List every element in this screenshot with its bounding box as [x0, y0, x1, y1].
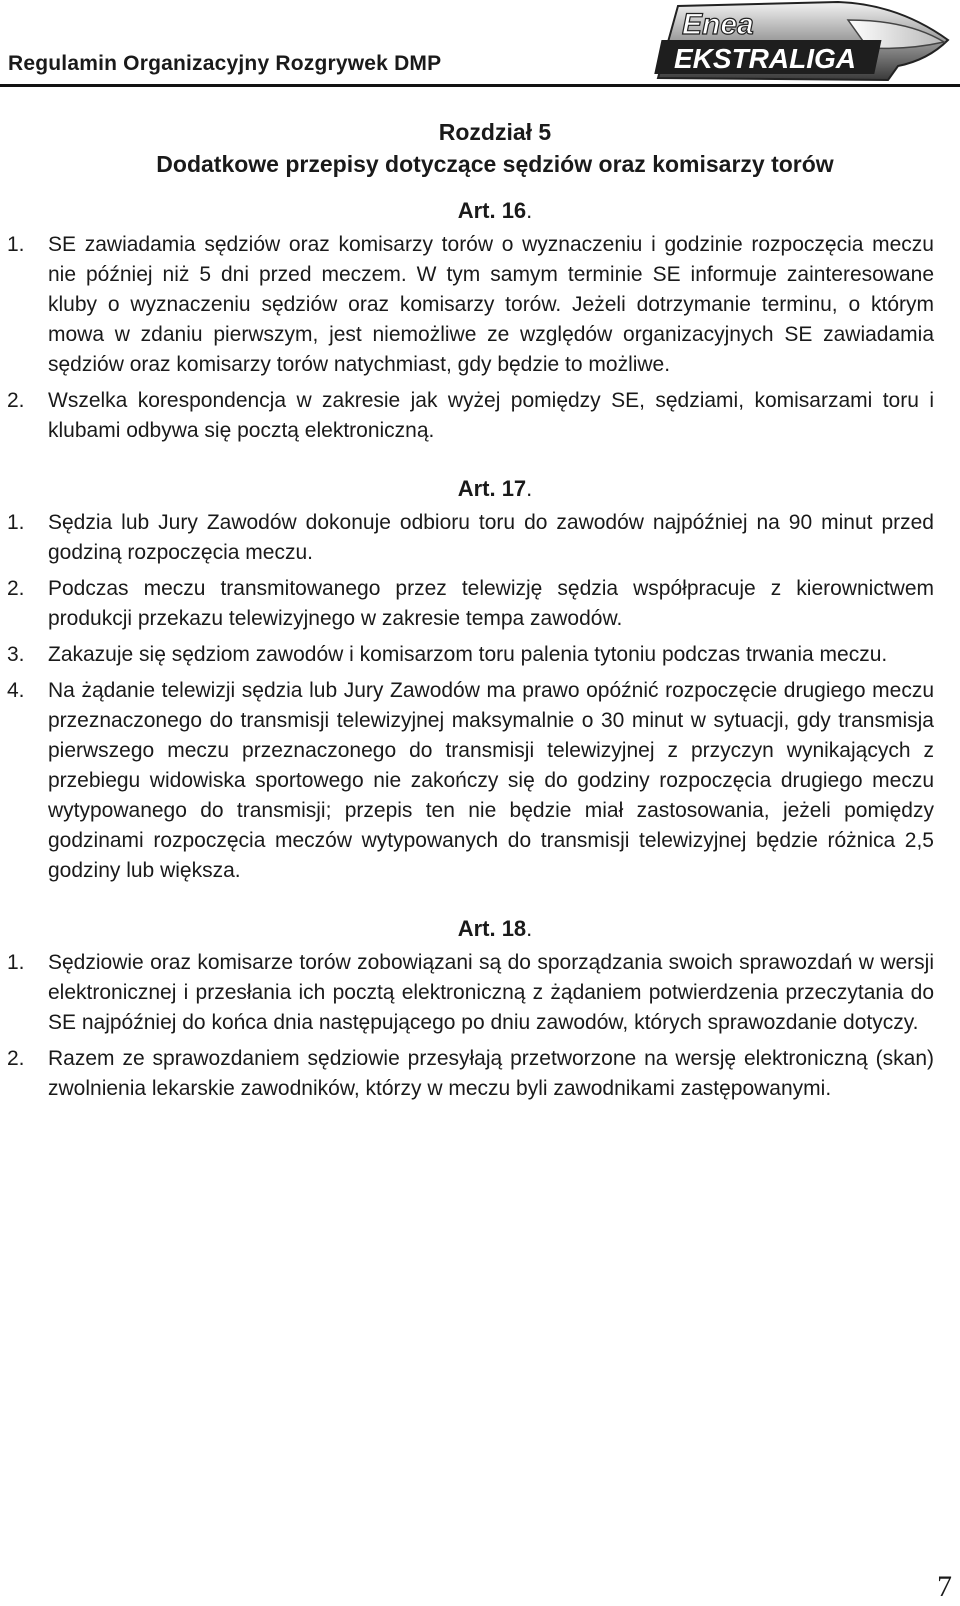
article-item [0, 676, 960, 886]
item-number: 2. [7, 577, 25, 600]
item-number: 1. [7, 511, 25, 534]
document-title: Regulamin Organizacyjny Rozgrywek DMP [8, 52, 442, 75]
header-divider [0, 84, 960, 87]
article-title: Art. 18. [457, 916, 533, 941]
item-number: 3. [7, 643, 25, 666]
item-text: Zakazuje się sędziom zawodów i komisarzom toru palenia tytoniu podczas trwania meczu. [48, 643, 888, 666]
article-title: Art. 17. [457, 476, 533, 501]
document-body [0, 116, 960, 1110]
logo-text-enea: Enea [682, 8, 754, 41]
item-number: 1. [7, 233, 25, 256]
logo-text-ekstraliga: EKSTRALIGA [674, 43, 856, 74]
item-text: Sędziowie oraz komisarze torów zobowiązani są do sporządzania swoich sprawozdań w wersji elektronicznej i przesłania ich pocztą elektroniczną z żądaniem potwierdzenia przeczytania do SE najpóźniej do końca dnia następującego po dniu zawodów, których sprawozdanie dotyczy. [48, 951, 934, 1034]
item-number: 4. [7, 679, 25, 702]
enea-ekstraliga-logo [648, 0, 958, 84]
article-items [0, 230, 960, 446]
item-number: 1. [7, 951, 25, 974]
article-item [0, 386, 960, 446]
article-18 [0, 914, 960, 1104]
item-text: Sędzia lub Jury Zawodów dokonuje odbioru toru do zawodów najpóźniej na 90 minut przed godziną rozpoczęcia meczu. [48, 511, 934, 564]
article-17 [0, 474, 960, 886]
item-text: Wszelka korespondencja w zakresie jak wyżej pomiędzy SE, sędziami, komisarzami toru i klubami odbywa się pocztą elektroniczną. [48, 389, 934, 442]
chapter-title: Dodatkowe przepisy dotyczące sędziów oraz komisarzy torów [156, 151, 834, 177]
article-items [0, 948, 960, 1104]
article-title: Art. 16. [457, 198, 533, 223]
item-text: SE zawiadamia sędziów oraz komisarzy torów o wyznaczeniu i godzinie rozpoczęcia meczu nie później niż 5 dni przed meczem. W tym samym terminie SE informuje zainteresowane kluby o wyznaczeniu sędziów oraz komisarzy torów. Jeżeli dotrzymanie terminu, o którym mowa w zdaniu pierwszym, jest niemożliwe ze względów organizacyjnych SE zawiadamia sędziów oraz komisarzy torów natychmiast, gdy będzie to możliwe. [48, 233, 934, 376]
article-items [0, 508, 960, 886]
article-item [0, 574, 960, 634]
article-item [0, 230, 960, 380]
article-item [0, 640, 960, 670]
article-item [0, 1044, 960, 1104]
article-item [0, 508, 960, 568]
item-text: Podczas meczu transmitowanego przez telewizję sędzia współpracuje z kierownictwem produkcji przekazu telewizyjnego w zakresie tempa zawodów. [48, 577, 934, 630]
item-text: Na żądanie telewizji sędzia lub Jury Zawodów ma prawo opóźnić rozpoczęcie drugiego meczu przeznaczonego do transmisji telewizyjnej maksymalnie o 30 minut w sytuacji, gdy transmisja pierwszego meczu przeznaczonego do transmisji telewizyjnej z przyczyn wynikających z przebiegu widowiska sportowego nie zakończy się do godziny rozpoczęcia drugiego meczu wytypowanego do transmisji; przepis ten nie będzie miał zastosowania, jeżeli pomiędzy godzinami rozpoczęcia meczów wytypowanych do transmisji telewizyjnej będzie różnica 2,5 godziny lub większa. [48, 679, 934, 882]
chapter-number: Rozdział 5 [438, 119, 552, 145]
item-number: 2. [7, 1047, 25, 1070]
page-header [0, 0, 960, 96]
chapter-heading [0, 116, 960, 180]
item-number: 2. [7, 389, 25, 412]
item-text: Razem ze sprawozdaniem sędziowie przesyłają przetworzone na wersję elektroniczną (skan) zwolnienia lekarskie zawodników, którzy w meczu byli zawodnikami zastępowanymi. [48, 1047, 934, 1100]
article-item [0, 948, 960, 1038]
page-number: 7 [937, 1570, 952, 1603]
article-16 [0, 196, 960, 446]
